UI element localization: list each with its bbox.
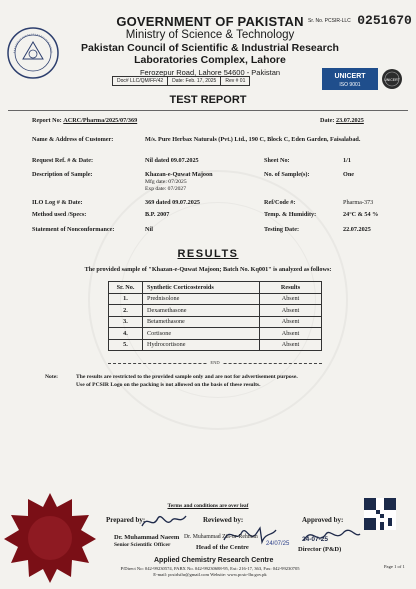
row-sr: 1. xyxy=(109,293,143,305)
report-no-row: Report No: ACRC/Pharma/2025/07/369 xyxy=(32,117,138,124)
row-sr: 5. xyxy=(109,339,143,351)
exp-date: Exp date: 07/2027 xyxy=(145,186,187,192)
method-label: Method used /Specs: xyxy=(32,211,87,218)
nsamples-value: One xyxy=(343,171,355,178)
table-row xyxy=(109,339,322,351)
date-row: Date: 23.07.2025 xyxy=(320,117,364,124)
sheet-label: Sheet No: xyxy=(264,157,290,164)
serial-label: Sr. No. PCSIR-LLC xyxy=(308,17,351,24)
unicert-iso-badge-icon xyxy=(322,68,406,90)
nonconformance-label: Statement of Nonconformance: xyxy=(32,226,115,233)
row-result: Absent xyxy=(260,316,322,328)
prepared-signature-icon xyxy=(140,510,188,532)
testing-label: Testing Date: xyxy=(264,226,300,233)
footer-phone: P/Direct No: 042-99230574, PABX No. 042-99230688-95, Ext: 216-17, 363, Fax: 042-99230705 xyxy=(120,566,300,571)
govt-title: GOVERNMENT OF PAKISTAN xyxy=(116,14,304,29)
report-title: TEST REPORT xyxy=(169,94,247,106)
ilo-label: ILO Log # & Date: xyxy=(32,199,83,206)
note-line-2: Use of PCSIR Logo on the packing is not allowed on the basis of these results. xyxy=(76,381,261,388)
serial-number xyxy=(308,12,412,30)
request-value: Nil dated 09.07.2025 xyxy=(145,157,199,164)
row-sr: 4. xyxy=(109,328,143,340)
row-result: Absent xyxy=(260,339,322,351)
reviewed-title: Head of the Centre xyxy=(196,544,249,551)
col-compound: Synthetic Corticosteroids xyxy=(143,282,260,294)
terms-notice: Terms and conditions are over leaf xyxy=(167,503,249,509)
results-intro: The provided sample of "Khazan-e-Quwat Majoon; Batch No. Kq001" is analyzed as follows: xyxy=(84,266,332,273)
lab-title: Laboratories Complex, Lahore xyxy=(134,54,286,66)
row-sr: 2. xyxy=(109,305,143,317)
council-title: Pakistan Council of Scientific & Industrial Research xyxy=(81,42,339,54)
row-compound: Hydrocortisone xyxy=(143,339,260,351)
prepared-label: Prepared by: xyxy=(106,516,146,524)
row-compound: Dexamethasone xyxy=(143,305,260,317)
serial-value: 0251670 xyxy=(357,13,412,29)
description-value: Khazan-e-Quwat Majoon xyxy=(145,171,213,178)
description-label: Description of Sample: xyxy=(32,171,93,178)
row-result: Absent xyxy=(260,328,322,340)
mfg-date: Mfg date: 07/2025 xyxy=(145,179,187,185)
lab-address: Ferozepur Road, Lahore 54600 - Pakistan xyxy=(139,68,281,77)
ministry-title: Ministry of Science & Technology xyxy=(125,29,295,41)
prepared-name: Dr. Muhammad Naeem xyxy=(114,534,180,541)
report-no: ACRC/Pharma/2025/07/369 xyxy=(63,117,138,124)
testing-value: 22.07.2025 xyxy=(343,226,371,233)
refcode-label: Ref/Code #: xyxy=(264,199,296,206)
pcsir-logo-icon xyxy=(6,26,60,80)
approved-label: Approved by: xyxy=(302,516,344,524)
temp-label: Temp. & Humidity: xyxy=(264,211,317,218)
row-compound: Prednisolone xyxy=(143,293,260,305)
row-result: Absent xyxy=(260,305,322,317)
footer-email: E-mail: pcsirlsihr@gmail.com Website: www.pcsir-lhr.gov.pk xyxy=(153,572,267,577)
results-header-row xyxy=(109,282,322,294)
row-sr: 3. xyxy=(109,316,143,328)
centre-name: Applied Chemistry Research Centre xyxy=(154,557,274,564)
note-text xyxy=(76,374,356,389)
note-line-1: The results are restricted to the provided sample only and are not for advertisement purpose. xyxy=(76,374,298,380)
row-result: Absent xyxy=(260,293,322,305)
reviewed-label: Reviewed by: xyxy=(203,516,244,524)
doc-number: Doc# LLC/QM/FF/42 xyxy=(113,77,168,85)
approved-title: Director (P&D) xyxy=(298,546,342,553)
cert-name: UNICERT xyxy=(334,73,366,80)
table-row xyxy=(109,293,322,305)
page-number: Page 1 of 1 xyxy=(384,564,405,569)
doc-revision: Rev # 01 xyxy=(225,78,246,84)
col-sr: Sr. No. xyxy=(109,282,143,294)
refcode-value: Pharma-373 xyxy=(343,199,374,206)
report-date: 23.07.2025 xyxy=(335,117,364,124)
results-table xyxy=(108,281,322,351)
prepared-title: Senior Scientific Officer xyxy=(114,542,171,548)
header-divider xyxy=(8,110,408,111)
row-compound: Cortisone xyxy=(143,328,260,340)
cert-badge: UNICERT xyxy=(384,78,400,82)
row-compound: Betamethasone xyxy=(143,316,260,328)
approved-date: 24-07-25 xyxy=(302,536,329,543)
cert-iso: ISO 9001 xyxy=(339,82,361,88)
request-label: Request Ref. # & Date: xyxy=(32,157,93,164)
footer-contact xyxy=(60,566,360,578)
customer-label: Name & Address of Customer: xyxy=(32,136,114,143)
table-row xyxy=(109,316,322,328)
customer-address: M/s. Pure Herbax Naturals (Pvt.) Ltd., 190 C, Block C, Eden Garden, Faisalabad. xyxy=(145,136,361,143)
results-heading: RESULTS xyxy=(177,248,239,260)
end-marker: END xyxy=(108,360,322,366)
note-label: Note: xyxy=(45,374,59,380)
table-row xyxy=(109,328,322,340)
ilo-value: 369 dated 09.07.2025 xyxy=(145,199,201,206)
table-row xyxy=(109,305,322,317)
qr-code-icon xyxy=(364,498,396,530)
sheet-value: 1/1 xyxy=(343,157,351,164)
reviewed-date: 24/07/25 xyxy=(266,541,290,547)
temp-value: 24°C & 54 % xyxy=(343,211,379,218)
nonconformance-value: Nil xyxy=(145,226,153,233)
doc-date: Date: Feb. 17, 2025 xyxy=(168,77,221,85)
document-control-box xyxy=(112,76,250,86)
nsamples-label: No. of Sample(s): xyxy=(264,171,310,178)
col-result: Results xyxy=(260,282,322,294)
method-value: B.P. 2007 xyxy=(145,211,170,218)
reviewed-name: Dr. Muhammad Zia-ur-Rehman xyxy=(184,534,258,540)
